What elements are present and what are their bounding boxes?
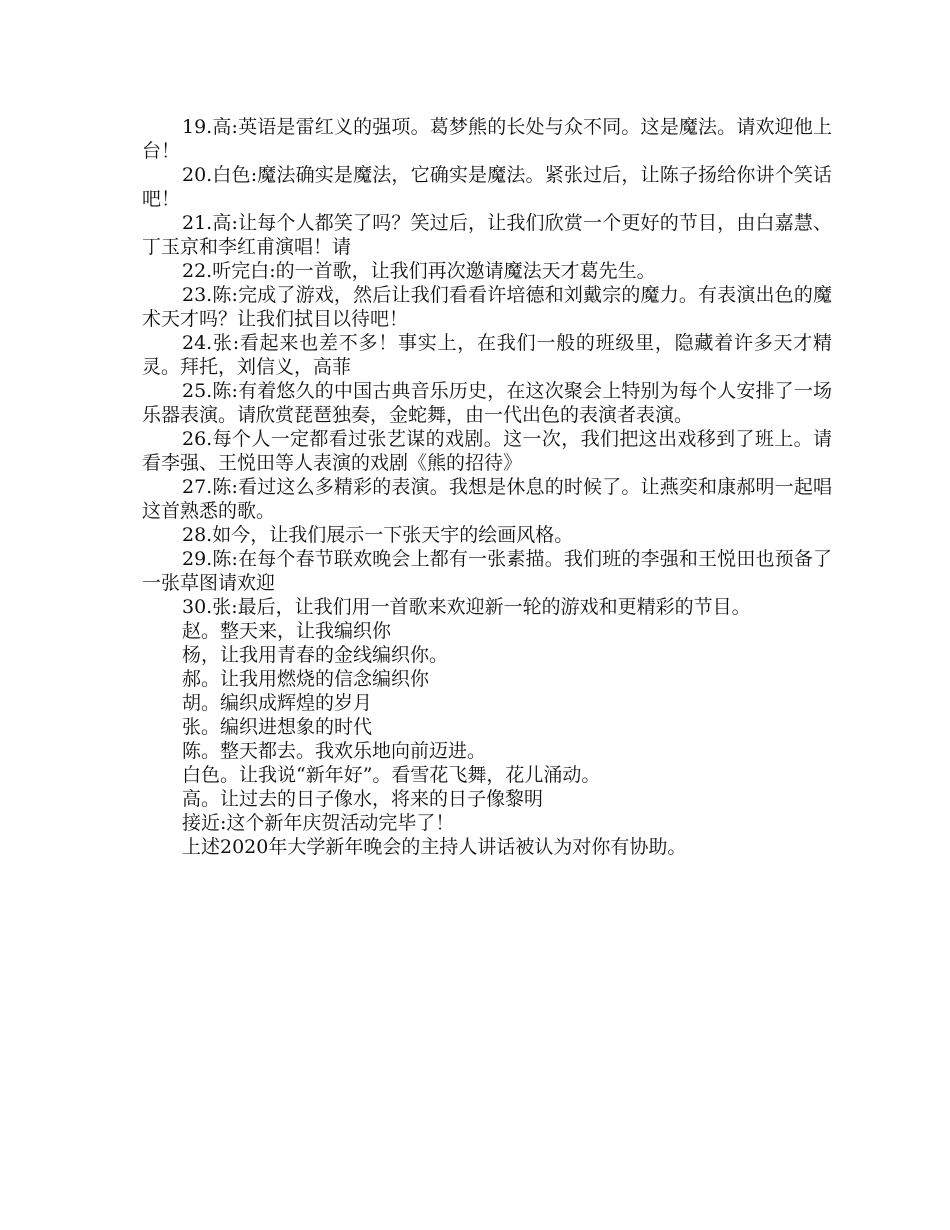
closing-statement: 接近:这个新年庆贺活动完毕了！ xyxy=(182,812,455,834)
paragraph-22: 22.听完白:的一首歌，让我们再次邀请魔法天才葛先生。 xyxy=(182,260,656,282)
closing-line-chen: 陈。整天都去。我欢乐地向前迈进。 xyxy=(182,740,487,762)
closing-line-zhao: 赵。整天来，让我编织你 xyxy=(182,620,392,642)
closing-line-yang: 杨，让我用青春的金线编织你。 xyxy=(182,644,449,666)
paragraph-20: 20.白色:魔法确实是魔法，它确实是魔法。紧张过后，让陈子扬给你讲个笑话吧！ xyxy=(142,164,832,210)
paragraph-21: 21.高:让每个人都笑了吗？笑过后，让我们欣赏一个更好的节目，由白嘉慧、丁玉京和李红甫演唱！请 xyxy=(142,212,832,258)
paragraph-29: 29.陈:在每个春节联欢晚会上都有一张素描。我们班的李强和王悦田也预备了一张草图请欢迎 xyxy=(142,548,832,594)
closing-line-bai: 白色。让我说“新年好”。看雪花飞舞，花儿涌动。 xyxy=(182,764,601,786)
paragraph-30: 30.张:最后，让我们用一首歌来欢迎新一轮的游戏和更精彩的节目。 xyxy=(182,596,751,618)
paragraph-23: 23.陈:完成了游戏，然后让我们看看许培德和刘戴宗的魔力。有表演出色的魔术天才吗？让我们拭目以待吧！ xyxy=(142,284,832,330)
paragraph-28: 28.如今，让我们展示一下张天宇的绘画风格。 xyxy=(182,524,574,546)
closing-line-hao: 郝。让我用燃烧的信念编织你 xyxy=(182,668,430,690)
closing-line-gao: 高。让过去的日子像水，将来的日子像黎明 xyxy=(182,788,544,810)
paragraph-27: 27.陈:看过这么多精彩的表演。我想是休息的时候了。让燕奕和康郝明一起唱这首熟悉的歌。 xyxy=(142,476,832,522)
paragraph-25: 25.陈:有着悠久的中国古典音乐历史，在这次聚会上特别为每个人安排了一场乐器表演。请欣赏琵琶独奏，金蛇舞，由一代出色的表演者表演。 xyxy=(142,380,832,426)
summary-line: 上述2020年大学新年晚会的主持人讲话被认为对你有协助。 xyxy=(182,836,687,858)
closing-line-hu: 胡。编织成辉煌的岁月 xyxy=(182,692,373,714)
paragraph-26: 26.每个人一定都看过张艺谋的戏剧。这一次，我们把这出戏移到了班上。请看李强、王悦田等人表演的戏剧《熊的招待》 xyxy=(142,428,832,474)
document-page xyxy=(142,115,832,859)
closing-line-zhang: 张。编织进想象的时代 xyxy=(182,716,373,738)
paragraph-19: 19.高:英语是雷红义的强项。葛梦熊的长处与众不同。这是魔法。请欢迎他上台！ xyxy=(142,116,832,162)
paragraph-24: 24.张:看起来也差不多！事实上，在我们一般的班级里，隐藏着许多天才精灵。拜托，刘信义，高菲 xyxy=(142,332,832,378)
